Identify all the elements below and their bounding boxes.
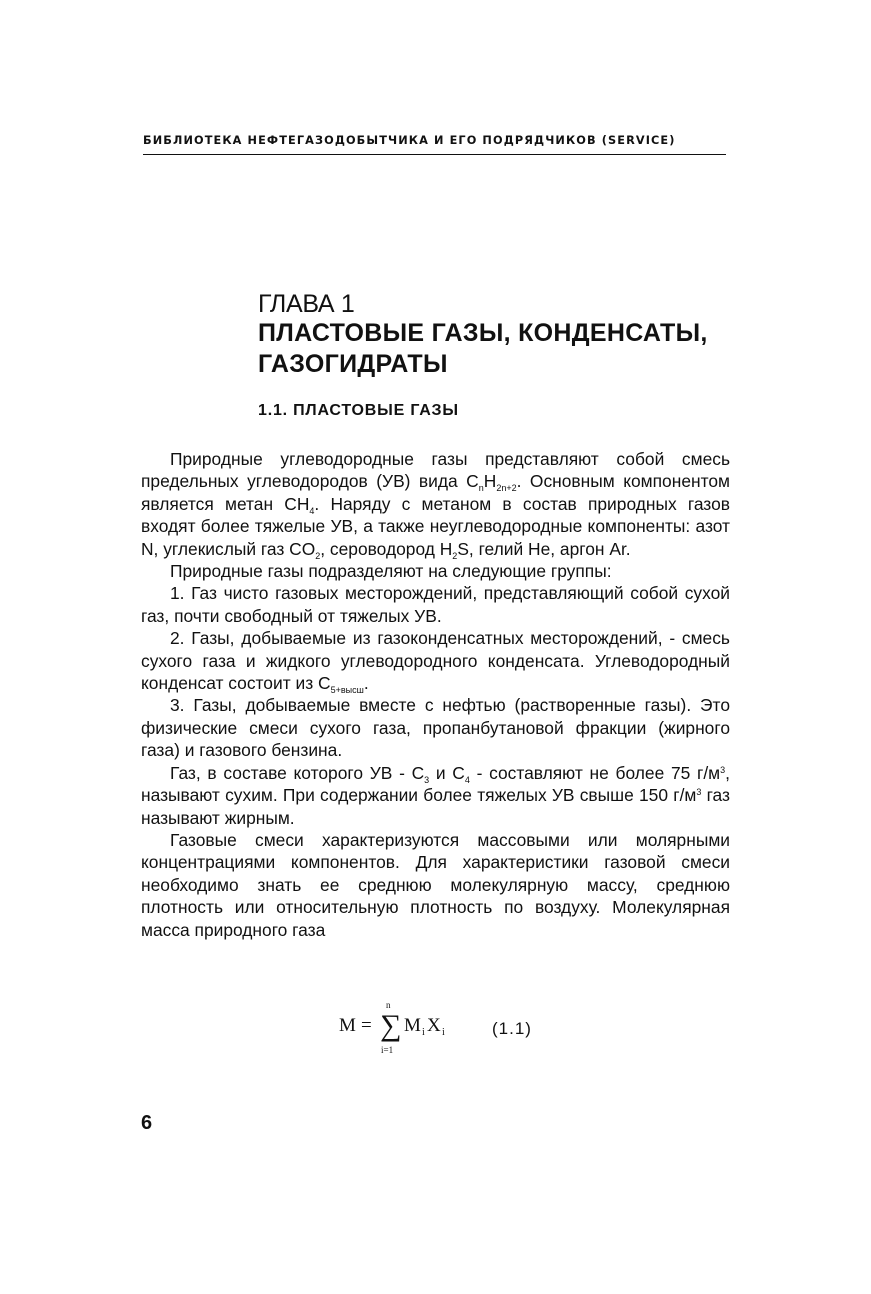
superscript: 3 <box>696 787 702 798</box>
header-rule <box>143 154 726 155</box>
text-run: Газ, в составе которого УВ - C <box>170 762 425 783</box>
formula-sub-x: i <box>442 1027 445 1038</box>
text-run: S, гелий He, аргон Ar. <box>457 538 631 559</box>
formula-lhs: M <box>339 1015 356 1036</box>
section-title: 1.1. ПЛАСТОВЫЕ ГАЗЫ <box>258 402 459 419</box>
formula-sub-m: i <box>422 1027 425 1038</box>
text-run: . <box>363 673 369 694</box>
chapter-title-line-2: ГАЗОГИДРАТЫ <box>258 350 448 378</box>
formula-1-1 <box>339 1000 559 1060</box>
formula-upper-limit: n <box>386 1000 391 1010</box>
page-number: 6 <box>141 1112 153 1134</box>
paragraph-2: Природные газы подразделяют на следующие группы: <box>170 561 612 582</box>
paragraph-7: Газовые смеси характеризуются массовыми или молярными концентрациями компонентов. Для характеристики газовой смеси необходимо знать ее среднюю молекулярную массу, среднюю плотность или относительную плотность по воздуху. Молекулярная масса природного газа <box>141 829 730 940</box>
subscript: 4 <box>309 505 315 516</box>
paragraph-4 <box>141 627 730 694</box>
text-run: 2. Газы, добываемые из газоконденсатных месторождений, - смесь сухого газа и жидкого углеводородного конденсата. Углеводородный конденсат состоит из C <box>141 628 730 694</box>
paragraph-3: 1. Газ чисто газовых месторождений, представляющий собой сухой газ, почти свободный от тяжелых УВ. <box>141 583 730 626</box>
text-run: H <box>483 471 497 492</box>
formula-term-m: M <box>404 1015 421 1036</box>
paragraph-1 <box>141 448 730 560</box>
text-run: . Наряду с метаном в состав природных газов входят более тяжелые УВ, а также неуглеводородные компоненты: азот N, углекислый газ CO <box>141 493 730 559</box>
chapter-title <box>258 318 738 380</box>
text-run: - составляют не более 75 г/м <box>469 762 721 783</box>
formula-term-x: X <box>427 1015 441 1036</box>
formula-sigma: ∑ <box>380 1009 402 1042</box>
subscript: n <box>478 483 484 494</box>
chapter-label: ГЛАВА 1 <box>258 290 355 318</box>
subscript: 2 <box>452 550 458 561</box>
body-text <box>141 448 730 941</box>
running-header: БИБЛИОТЕКА НЕФТЕГАЗОДОБЫТЧИКА И ЕГО ПОДРЯДЧИКОВ (SERVICE) <box>143 134 676 147</box>
paragraph-6 <box>141 762 730 829</box>
text-run: Природные углеводородные газы представляют собой смесь предельных углеводородов (УВ) вида C <box>141 449 730 492</box>
subscript: 3 <box>424 774 430 785</box>
subscript: 2n+2 <box>496 483 517 494</box>
text-run: и C <box>429 762 465 783</box>
superscript: 3 <box>720 764 726 775</box>
formula-equals: = <box>361 1015 372 1036</box>
paragraph-5: 3. Газы, добываемые вместе с нефтью (растворенные газы). Это физические смеси сухого газа, пропанбутановой фракции (жирного газа) и газового бензина. <box>141 695 730 761</box>
formula-lower-limit: i=1 <box>381 1045 394 1055</box>
subscript: 5+высш <box>330 685 364 696</box>
chapter-title-line-1: ПЛАСТОВЫЕ ГАЗЫ, КОНДЕНСАТЫ, <box>258 319 708 347</box>
text-run: , сероводород H <box>320 538 453 559</box>
formula-svg <box>339 1000 559 1060</box>
subscript: 2 <box>315 550 321 561</box>
equation-number: (1.1) <box>492 1019 532 1038</box>
text-run: , называют сухим. При содержании более тяжелых УВ свыше 150 г/м <box>141 762 730 806</box>
text-run: . Основным компонентом является метан CH <box>141 471 730 514</box>
text-run: газ называют жирным. <box>141 785 731 828</box>
subscript: 4 <box>464 774 470 785</box>
